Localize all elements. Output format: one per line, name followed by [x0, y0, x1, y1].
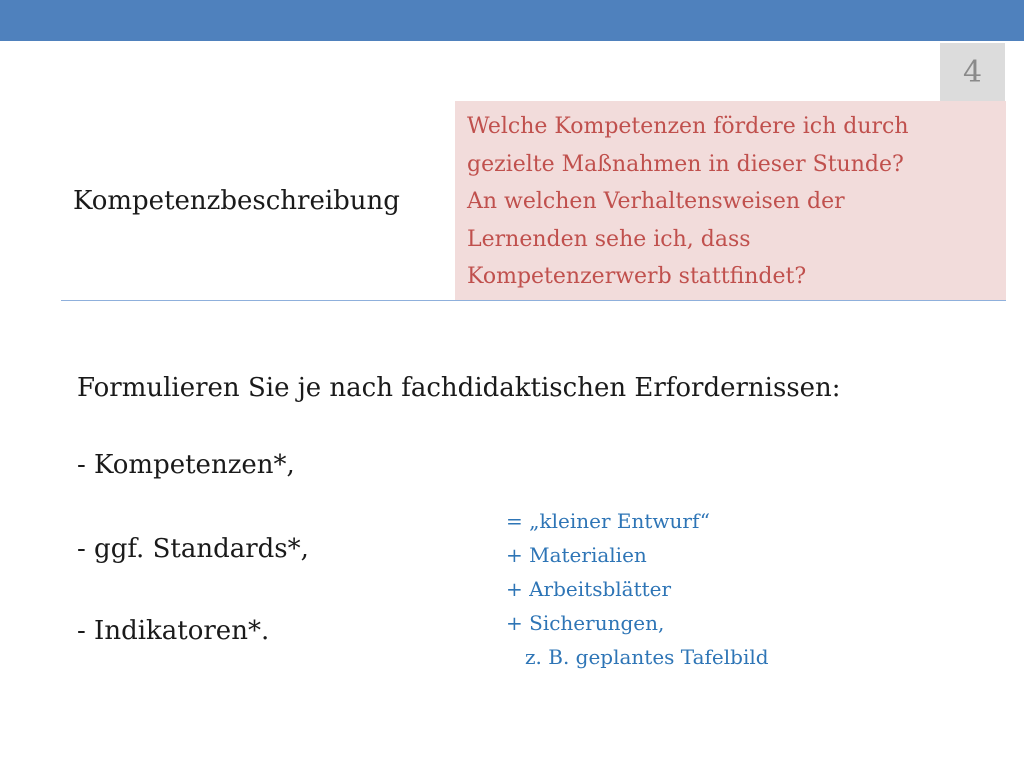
description-line: Lernenden sehe ich, dass: [467, 226, 751, 252]
instruction-item: - Indikatoren*.: [77, 616, 270, 646]
instruction-heading: Formulieren Sie je nach fachdidaktischen Erfordernissen:: [77, 373, 841, 403]
description-line: An welchen Verhaltensweisen der: [467, 189, 845, 214]
description-line: Kompetenzerwerb stattfindet?: [467, 264, 807, 289]
description-line: gezielte Maßnahmen in dieser Stunde?: [467, 151, 904, 177]
row-label: Kompetenzbeschreibung: [73, 185, 400, 216]
instruction-item: - Kompetenzen*,: [77, 450, 295, 480]
row-description: [455, 101, 1006, 300]
competence-table-row: [61, 101, 1006, 301]
description-line: Welche Kompetenzen fördere ich durch: [467, 114, 909, 139]
note-line: = „kleiner Entwurf“: [506, 509, 710, 533]
note-line: + Materialien: [506, 543, 647, 567]
note-line: z. B. geplantes Tafelbild: [525, 645, 769, 669]
note-line: + Sicherungen,: [506, 611, 665, 635]
draft-note: [506, 504, 769, 674]
instruction-item: - ggf. Standards*,: [77, 534, 309, 564]
page-number: 4: [940, 43, 1005, 101]
header-bar: [0, 0, 1024, 41]
note-line: + Arbeitsblätter: [506, 577, 672, 601]
